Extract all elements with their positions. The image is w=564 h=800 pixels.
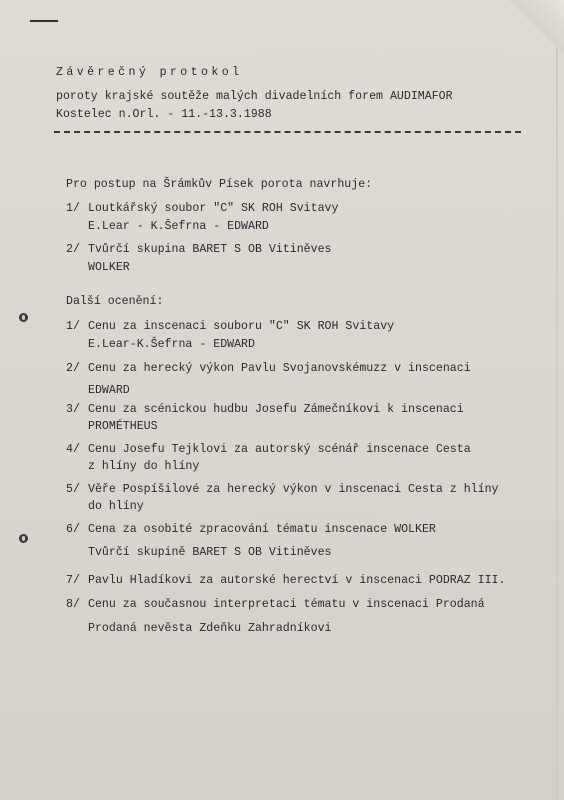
section2-item-line1: Pavlu Hladíkovi za autorské herectví v inscenaci PODRAZ III. [88,574,506,587]
paper-edge-shadow [556,0,558,800]
typed-dash-mark [30,20,58,22]
section2-item-number: 5/ [66,483,80,496]
section2-heading: Další ocenění: [66,295,164,308]
section1-item-number: 2/ [66,243,80,256]
section2-item-line1: Věře Pospíšilové za herecký výkon v inscenaci Cesta z hlíny [88,483,499,496]
dashed-divider [54,131,521,133]
section2-item-line1: Cenu Josefu Tejklovi za autorský scénář inscenace Cesta [88,443,471,456]
section2-item-line2: do hlíny [88,500,144,513]
document-title: Závěrečný protokol [56,66,243,79]
section2-item-line1: Cenu za herecký výkon Pavlu Svojanovskémuzz v inscenaci [88,362,471,375]
section2-item-number: 7/ [66,574,80,587]
section1-item-line1: Loutkářský soubor "C" SK ROH Svitavy [88,202,339,215]
folded-corner [504,0,564,60]
document-subtitle: poroty krajské soutěže malých divadelních forem AUDIMAFOR [56,90,453,103]
section2-item-line2: Tvůrčí skupině BARET S OB Vitiněves [88,546,332,559]
section2-item-number: 1/ [66,320,80,333]
section1-item-line1: Tvůrčí skupina BARET S OB Vitiněves [88,243,332,256]
section2-item-line1: Cenu za scénickou hudbu Josefu Zámečníkovi k inscenaci [88,403,464,416]
section1-item-line2: WOLKER [88,261,130,274]
section2-item-number: 3/ [66,403,80,416]
punch-hole-top [19,313,28,322]
section2-item-line2: E.Lear-K.Šefrna - EDWARD [88,338,255,351]
section2-item-number: 8/ [66,598,80,611]
section1-item-line2: E.Lear - K.Šefrna - EDWARD [88,220,269,233]
section2-item-line2: Prodaná nevěsta Zdeňku Zahradníkovi [88,622,332,635]
section2-item-number: 2/ [66,362,80,375]
section2-item-line1: Cenu za inscenaci souboru "C" SK ROH Svitavy [88,320,395,333]
section2-item-line2: EDWARD [88,384,130,397]
place-and-date: Kostelec n.Orl. - 11.-13.3.1988 [56,108,272,121]
punch-hole-bottom [19,534,28,543]
section2-item-number: 4/ [66,443,80,456]
section2-item-line2: PROMÉTHEUS [88,420,158,433]
section2-item-line1: Cenu za současnou interpretaci tématu v inscenaci Prodaná [88,598,485,611]
section2-item-line1: Cena za osobité zpracování tématu inscenace WOLKER [88,523,436,536]
section2-item-line2: z hlíny do hlíny [88,460,200,473]
section1-item-number: 1/ [66,202,80,215]
section1-heading: Pro postup na Šrámkův Písek porota navrhuje: [66,178,373,191]
section2-item-number: 6/ [66,523,80,536]
